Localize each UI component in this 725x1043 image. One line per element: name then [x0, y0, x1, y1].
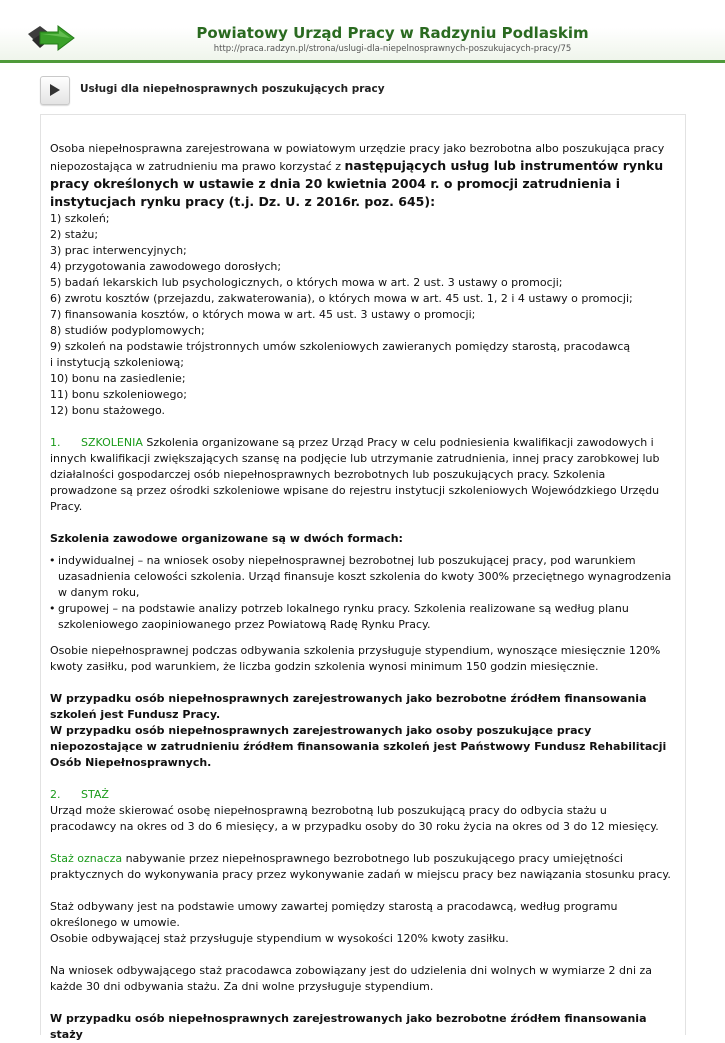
list-item: 8) studiów podyplomowych;	[50, 324, 205, 337]
back-button[interactable]	[40, 76, 70, 105]
header-divider	[0, 60, 725, 63]
list-item: 10) bonu na zasiedlenie;	[50, 372, 186, 385]
training-funding-1: W przypadku osób niepełnosprawnych zarejestrowanych jako bezrobotne źródłem finansowania szkoleń jest Fundusz Pracy.	[50, 692, 647, 721]
internship-funding: W przypadku osób niepełnosprawnych zarejestrowanych jako bezrobotne źródłem finansowania staży	[50, 1012, 647, 1041]
internship-days-off: Na wniosek odbywającego staż pracodawca zobowiązany jest do udzielenia dni wolnych w wymiarze 2 dni za każde 30 dni odbywania stażu. Za dni wolne przysługuje stypendium.	[50, 964, 653, 993]
site-title[interactable]: Powiatowy Urząd Pracy w Radzyniu Podlaskim	[196, 24, 589, 42]
internship-stipend: Osobie odbywającej staż przysługuje stypendium w wysokości 120% kwoty zasiłku.	[50, 932, 509, 945]
intro-paragraph	[50, 141, 675, 211]
section-1-number: 1.	[50, 436, 61, 449]
section-1-paragraph	[50, 435, 675, 515]
page-url: http://praca.radzyn.pl/strona/uslugi-dla-niepelnosprawnych-poszukujacych-pracy/75	[213, 44, 572, 54]
list-item: 3) prac interwencyjnych;	[50, 244, 187, 257]
section-1-keyword: SZKOLENIA	[81, 436, 143, 449]
list-item: 4) przygotowania zawodowego dorosłych;	[50, 260, 282, 273]
list-item: i instytucją szkoleniową;	[50, 356, 184, 369]
definition-keyword: Staż oznacza	[50, 852, 123, 865]
internship-agreement: Staż odbywany jest na podstawie umowy zawartej pomiędzy starostą a pracodawcą, według programu określonego w umowie.	[50, 900, 618, 929]
list-item: 11) bonu szkoleniowego;	[50, 388, 187, 401]
list-item: 2) stażu;	[50, 228, 99, 241]
intro-bold-text: następujących usług lub instrumentów rynku pracy określonych w ustawie z dnia 20 kwietnia 2004 r. o promocji zatrudnienia i instytucjach rynku pracy (t.j. Dz. U. z 2016r. poz. 645):	[50, 158, 664, 209]
section-1-text: Szkolenia organizowane są przez Urząd Pracy w celu podniesienia kwalifikacji zawodowych i innych kwalifikacji zwiększających szansę na podjęcie lub utrzymanie zatrudnienia, innej pracy zarobkowej lub działalności gospodarczej osób niepełnosprawnych bezrobotnych lub poszukujących pracy. Szkolenia prowadzone są przez ośrodki szkoleniowe wpisane do rejestru instytucji szkoleniowych Wojewódzkiego Urzędu Pracy.	[50, 436, 660, 513]
forms-heading: Szkolenia zawodowe organizowane są w dwóch formach:	[50, 532, 403, 545]
site-header	[0, 0, 725, 62]
list-item: • indywidualnej – na wniosek osoby niepełnosprawnej bezrobotnej lub poszukującej pracy, pod warunkiem uzasadnienia celowości szkolenia. Urząd finansuje koszt szkolenia do kwoty 300% przeciętnego wynagrodzenia w danym roku,	[50, 553, 675, 601]
list-item: 9) szkoleń na podstawie trójstronnych umów szkoleniowych zawieranych pomiędzy starostą, pracodawcą	[50, 340, 631, 353]
intro-text: Osoba niepełnosprawna zarejestrowana w powiatowym urzędzie pracy jako bezrobotna albo poszukująca pracy niepozostająca w zatrudnieniu ma prawo korzystać z	[50, 142, 665, 173]
arrow-logo-icon[interactable]	[26, 22, 76, 54]
training-funding-2: W przypadku osób niepełnosprawnych zarejestrowanych jako osoby poszukujące pracy niepozostające w zatrudnieniu źródłem finansowania szkoleń jest Państwowy Fundusz Rehabilitacji Osób Niepełnosprawnych.	[50, 724, 667, 769]
list-item: • grupowej – na podstawie analizy potrzeb lokalnego rynku pracy. Szkolenia realizowane są według planu szkoleniowego zaopiniowanego przez Powiatową Radę Rynku Pracy.	[50, 601, 675, 633]
internship-text: Urząd może skierować osobę niepełnosprawną bezrobotną lub poszukującą pracy do odbycia stażu u pracodawcy na okres od 3 do 6 miesięcy, a w przypadku osoby do 30 roku życia na okres od 3 do 12 miesięcy.	[50, 804, 659, 833]
list-item: 7) finansowania kosztów, o których mowa w art. 45 ust. 3 ustawy o promocji;	[50, 308, 476, 321]
page-title: Usługi dla niepełnosprawnych poszukujących pracy	[80, 83, 385, 95]
internship-definition	[50, 851, 675, 883]
section-2-header	[50, 787, 675, 803]
forms-list	[50, 553, 675, 633]
list-item: 1) szkoleń;	[50, 212, 110, 225]
services-list	[50, 211, 675, 419]
play-arrow-icon	[49, 84, 61, 96]
definition-text: nabywanie przez niepełnosprawnego bezrobotnego lub poszukującego pracy umiejętności praktycznych do wykonywania pracy przez wykonywanie zadań w miejscu pracy bez nawiązania stosunku pracy.	[50, 852, 671, 881]
list-item: 12) bonu stażowego.	[50, 404, 166, 417]
section-2-keyword: STAŻ	[81, 788, 109, 801]
section-2-number: 2.	[50, 788, 61, 801]
article-body	[50, 141, 675, 1043]
list-item: 6) zwrotu kosztów (przejazdu, zakwaterowania), o których mowa w art. 45 ust. 1, 2 i 4 ustawy o promocji;	[50, 292, 633, 305]
training-stipend: Osobie niepełnosprawnej podczas odbywania szkolenia przysługuje stypendium, wynoszące miesięcznie 120% kwoty zasiłku, pod warunkiem, że liczba godzin szkolenia wynosi minimum 150 godzin miesięcznie.	[50, 644, 661, 673]
list-item: 5) badań lekarskich lub psychologicznych, o których mowa w art. 2 ust. 3 ustawy o promocji;	[50, 276, 563, 289]
